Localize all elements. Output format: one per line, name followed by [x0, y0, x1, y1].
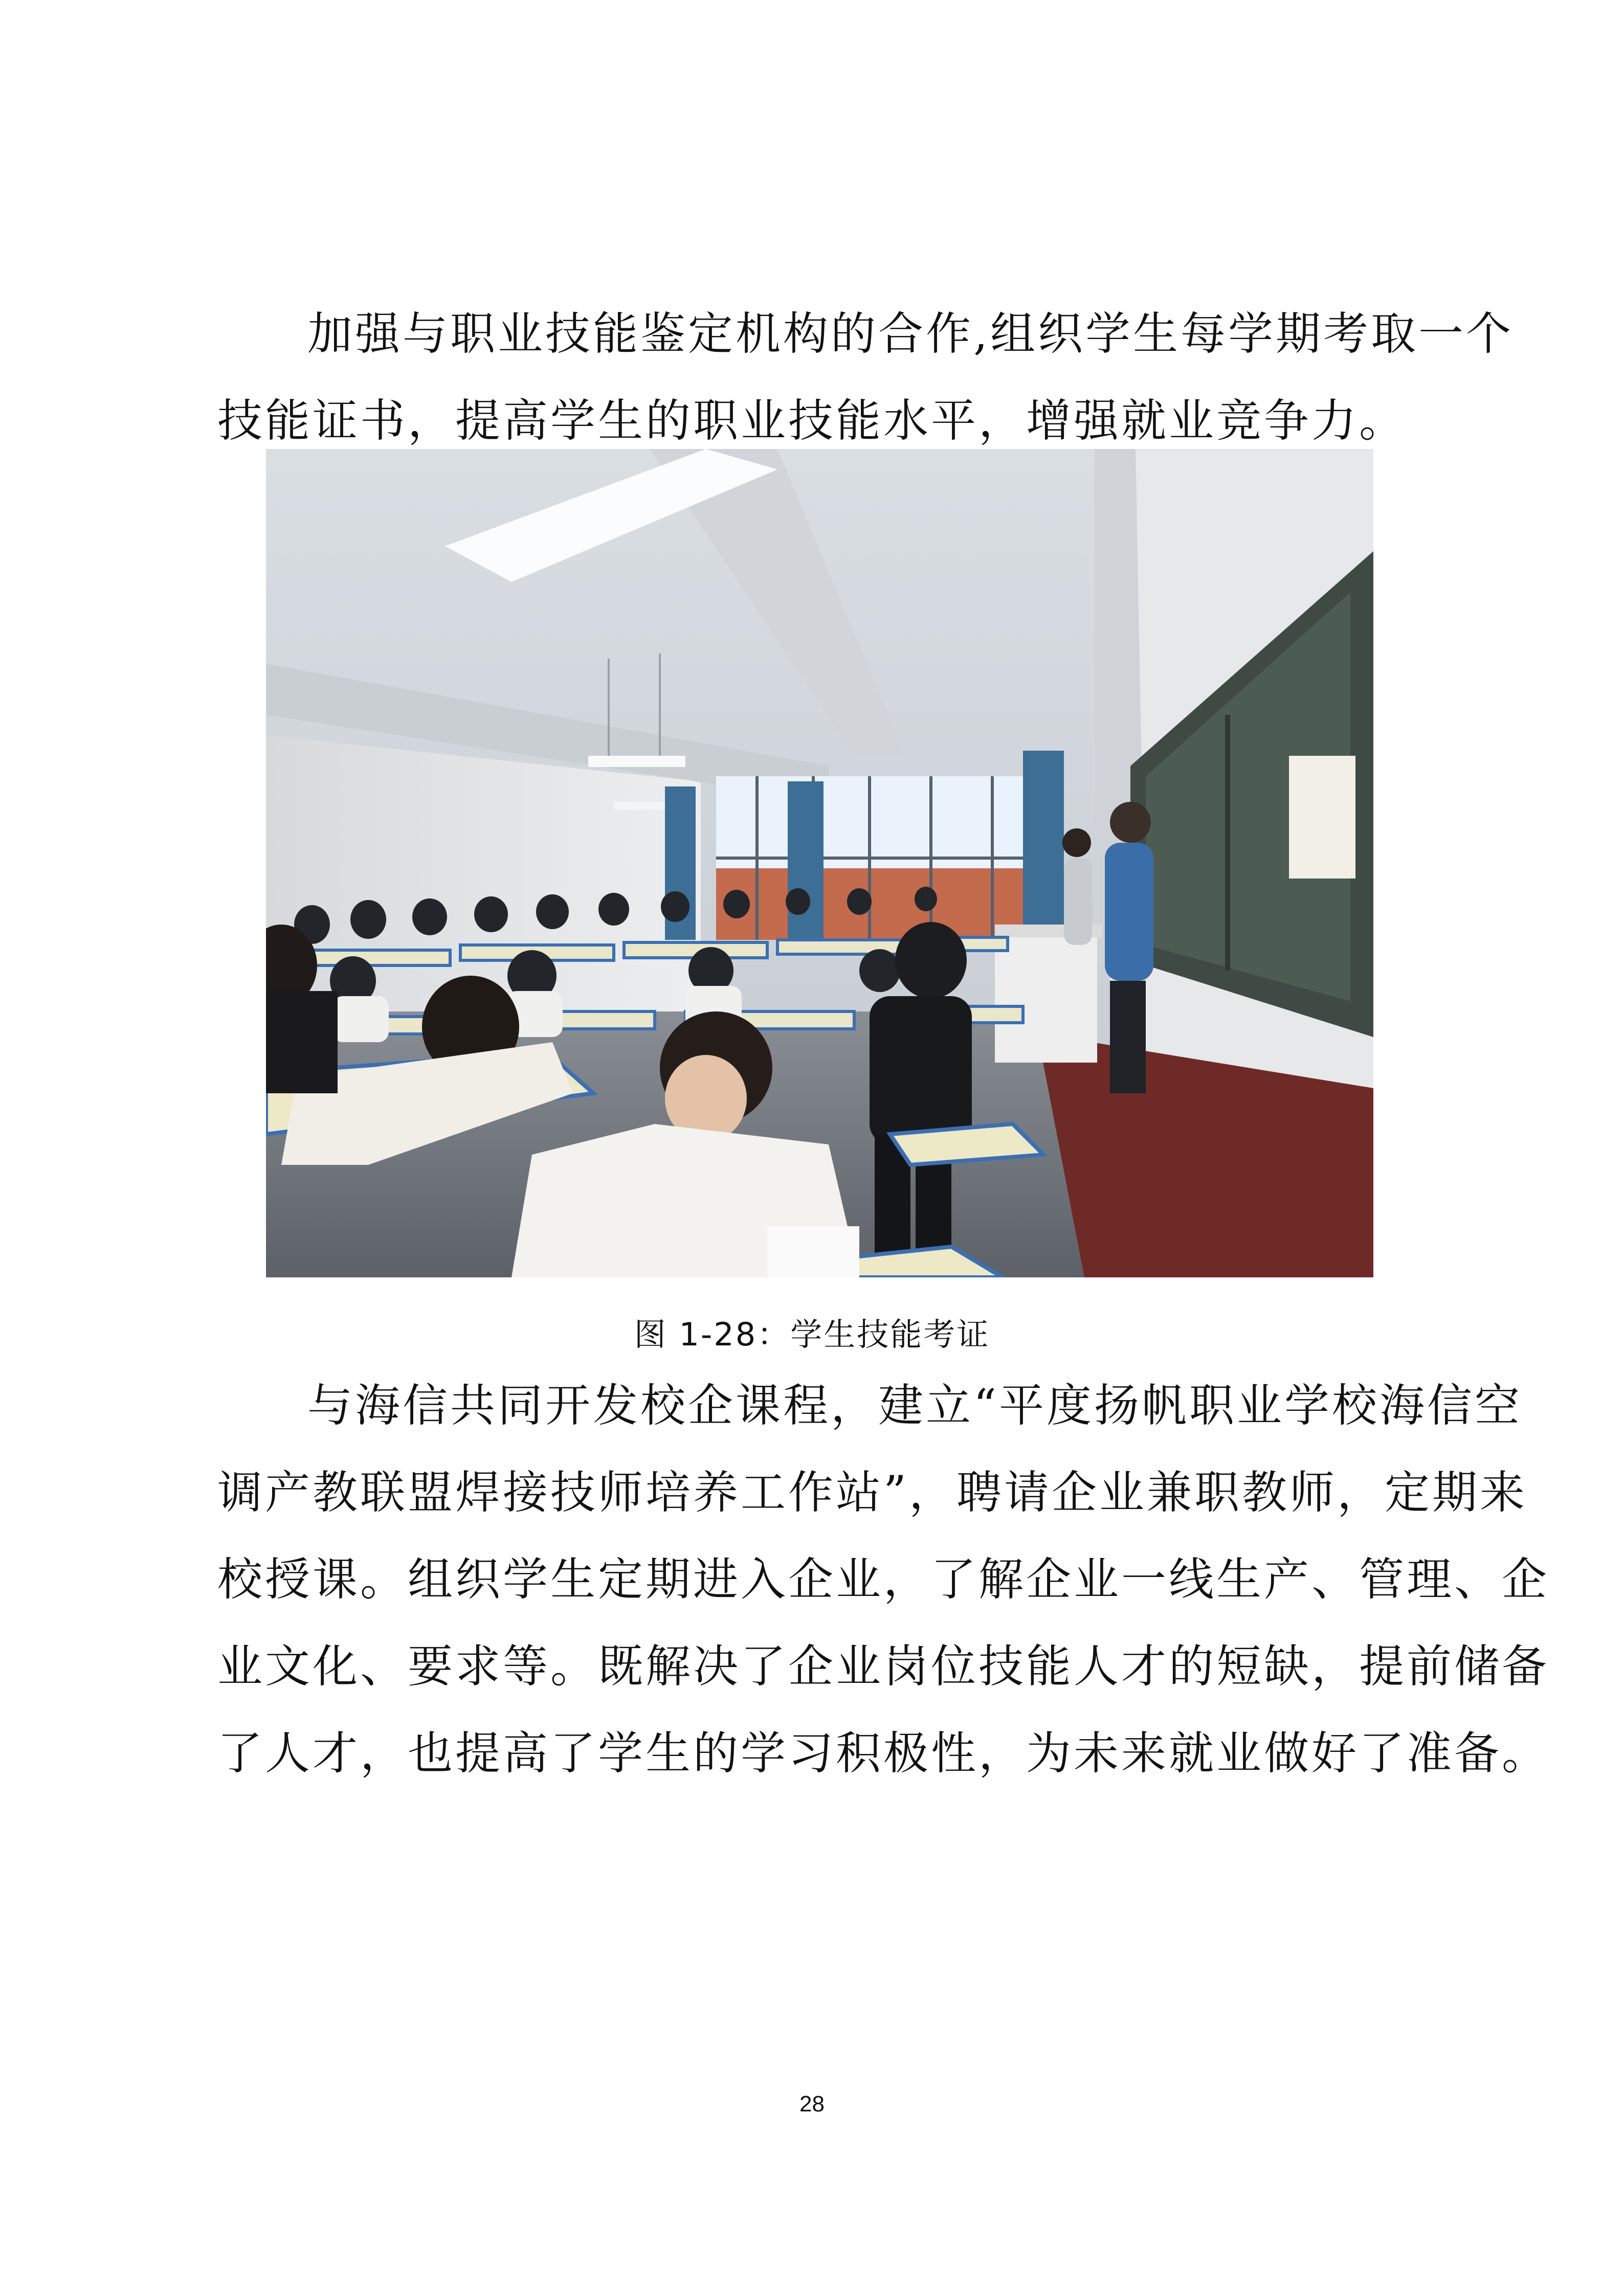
paragraph-certification-cooperation: [217, 290, 1514, 464]
paragraph-school-enterprise-cooperation: [217, 1362, 1550, 1797]
paragraph-line: 加强与职业技能鉴定机构的合作,组织学生每学期考取一个: [307, 307, 1514, 360]
paragraph-line: 技能证书，提高学生的职业技能水平，增强就业竞争力。: [217, 394, 1407, 447]
paragraph-line: 调产教联盟焊接技师培养工作站”，聘请企业兼职教师，定期来: [217, 1466, 1527, 1519]
paragraph-line: 业文化、要求等。既解决了企业岗位技能人才的短缺，提前储备: [217, 1640, 1550, 1693]
page-number: 28: [799, 2091, 825, 2117]
paragraph-line: 校授课。组织学生定期进入企业，了解企业一线生产、管理、企: [217, 1553, 1550, 1606]
paragraph-line: 了人才，也提高了学生的学习积极性，为未来就业做好了准备。: [217, 1727, 1550, 1780]
figure-caption: 图 1-28：学生技能考证: [634, 1316, 990, 1353]
exam-classroom-photo: [266, 449, 1373, 1277]
paragraph-line: 与海信共同开发校企课程，建立“平度扬帆职业学校海信空: [307, 1379, 1522, 1432]
